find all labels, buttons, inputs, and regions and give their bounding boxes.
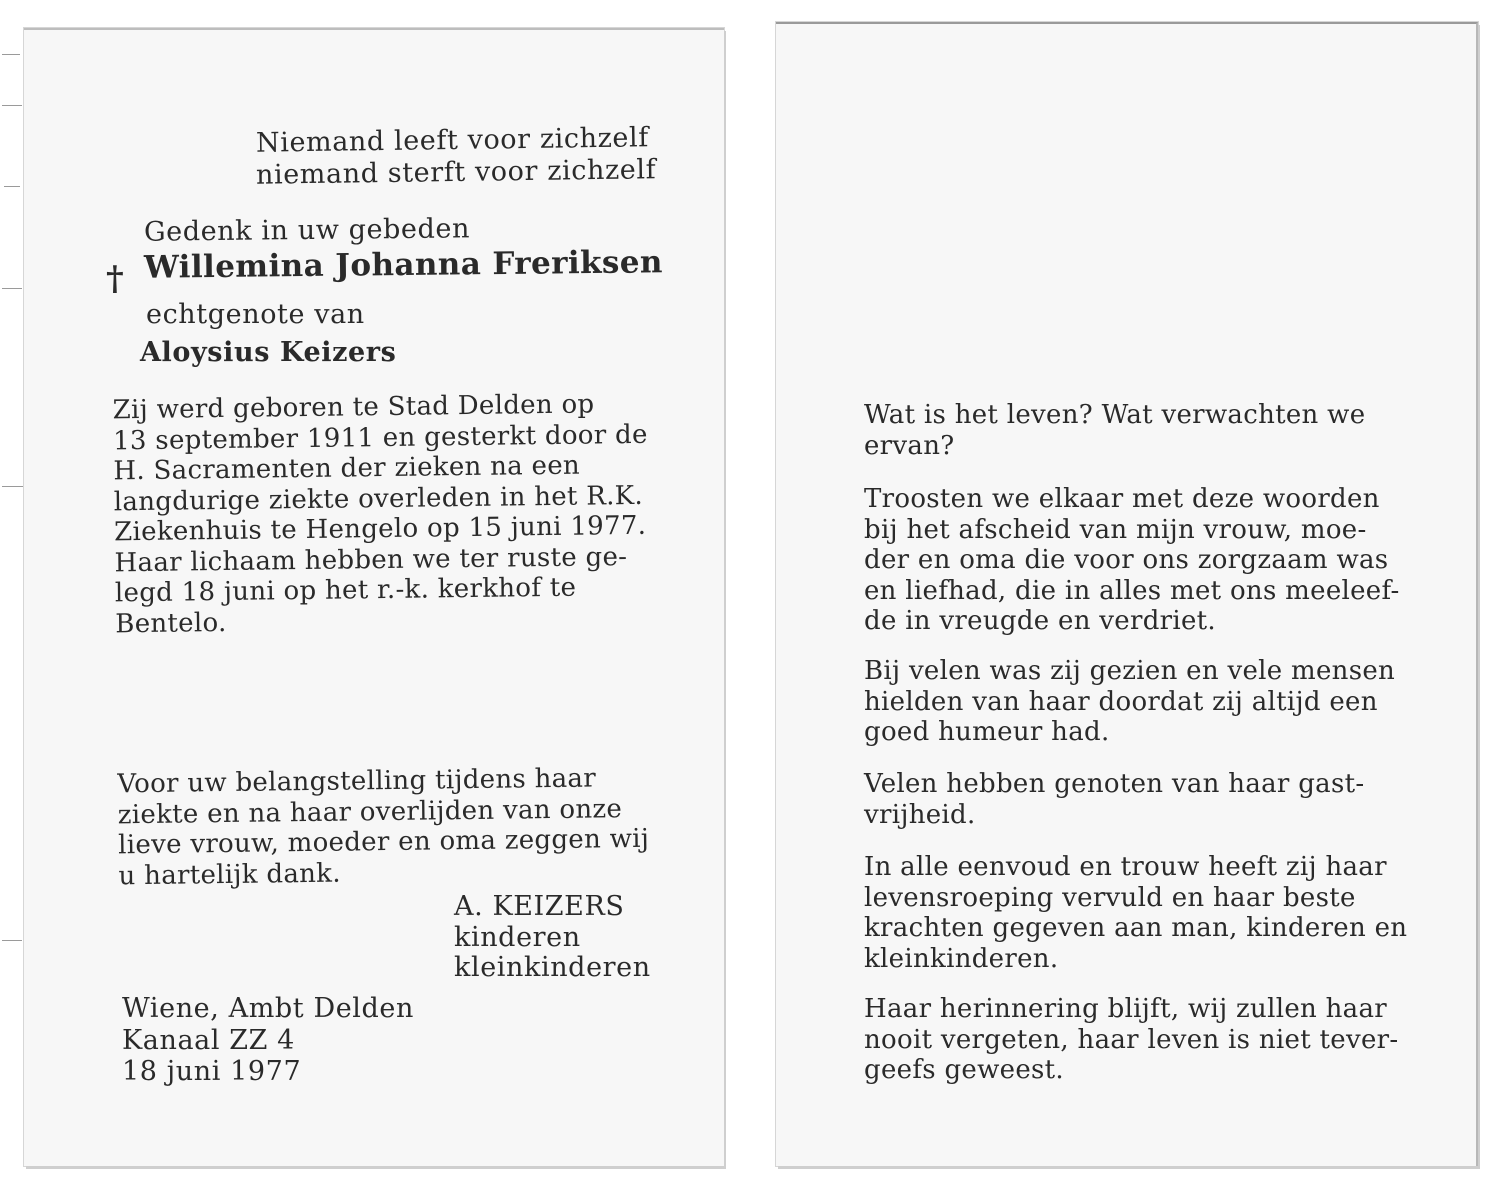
paragraph-line: kleinkinderen.	[864, 943, 1059, 974]
paragraph-line: goed humeur had.	[864, 717, 1110, 747]
paragraph-line: Wat is het leven? Wat verwachten we	[864, 400, 1366, 430]
paragraph-line: Bij velen was zij gezien en vele mensen	[864, 656, 1396, 686]
motto-line-2: niemand sterft voor zichzelf	[255, 154, 657, 191]
bio-line: H. Sacramenten der zieken na een	[113, 450, 581, 487]
scan-mark	[2, 288, 22, 289]
memorial-card-front	[24, 28, 724, 1166]
thanks-line: Voor uw belangstelling tijdens haar	[117, 763, 597, 800]
motto-line-1: Niemand leeft voor zichzelf	[255, 122, 650, 159]
address-line-1: Wiene, Ambt Delden	[122, 993, 414, 1024]
scan-mark	[2, 105, 22, 106]
thanks-line: ziekte en na haar overlijden van onze	[117, 793, 623, 830]
text-paragraph	[864, 852, 1410, 974]
thanks-line: lieve vrouw, moeder en oma zeggen wij	[118, 823, 650, 861]
text-paragraph	[864, 769, 1410, 830]
bio-line: Haar lichaam hebben we ter ruste ge-	[114, 541, 628, 578]
text-paragraph	[864, 400, 1410, 461]
paragraph-line: hielden van haar doordat zij altijd een	[864, 686, 1378, 717]
paragraph-line: krachten gegeven aan man, kinderen en	[864, 913, 1408, 943]
signature-children: kinderen	[454, 922, 581, 953]
bio-line: 13 september 1911 en gesterkt door de	[112, 419, 648, 456]
bio-line: Zij werd geboren te Stad Delden op	[112, 389, 595, 426]
scan-mark	[2, 486, 24, 487]
paragraph-line: Velen hebben genoten van haar gast-	[864, 769, 1365, 799]
relation-text: echtgenote van	[146, 299, 365, 330]
intro-text: Gedenk in uw gebeden	[143, 213, 471, 248]
cross-icon: †	[106, 259, 124, 299]
thanks-paragraph	[117, 763, 664, 892]
paragraph-line: ervan?	[864, 430, 955, 461]
bio-line: Ziekenhuis te Hengelo op 15 juni 1977.	[114, 510, 647, 548]
paragraph-line: en liefhad, die in alles met ons meeleef-	[864, 575, 1400, 606]
bio-line: langdurige ziekte overleden in het R.K.	[113, 480, 644, 517]
paragraph-line: der en oma die voor ons zorgzaam was	[864, 545, 1389, 575]
spouse-name: Aloysius Keizers	[140, 337, 397, 368]
paragraph-line: geefs geweest.	[864, 1055, 1064, 1085]
scan-mark	[2, 54, 20, 55]
signature-grandchildren: kleinkinderen	[454, 952, 651, 983]
text-paragraph	[864, 484, 1410, 637]
scan-mark	[2, 940, 22, 941]
address-line-2: Kanaal ZZ 4	[122, 1025, 295, 1056]
paragraph-line: nooit vergeten, haar leven is niet tever-	[864, 1024, 1399, 1055]
bio-line: Bentelo.	[115, 607, 227, 639]
memorial-card-back	[776, 22, 1478, 1166]
address-date: 18 juni 1977	[122, 1056, 302, 1087]
thanks-line: u hartelijk dank.	[118, 858, 341, 891]
scan-mark	[4, 186, 20, 187]
biography-paragraph	[113, 389, 662, 640]
paragraph-line: levensroeping vervuld en haar beste	[864, 882, 1356, 913]
paragraph-line: vrijheid.	[864, 799, 976, 830]
deceased-name: Willemina Johanna Freriksen	[143, 244, 664, 286]
signature-name: A. KEIZERS	[454, 891, 625, 922]
paragraph-line: Troosten we elkaar met deze woorden	[864, 484, 1380, 514]
paragraph-line: Haar herinnering blijft, wij zullen haar	[864, 994, 1387, 1024]
paragraph-line: bij het afscheid van mijn vrouw, moe-	[864, 514, 1367, 545]
paragraph-line: In alle eenvoud en trouw heeft zij haar	[864, 852, 1387, 882]
text-paragraph	[864, 656, 1410, 748]
text-paragraph	[864, 994, 1410, 1086]
bio-line: legd 18 juni op het r.-k. kerkhof te	[114, 572, 577, 609]
paragraph-line: de in vreugde en verdriet.	[864, 606, 1216, 636]
